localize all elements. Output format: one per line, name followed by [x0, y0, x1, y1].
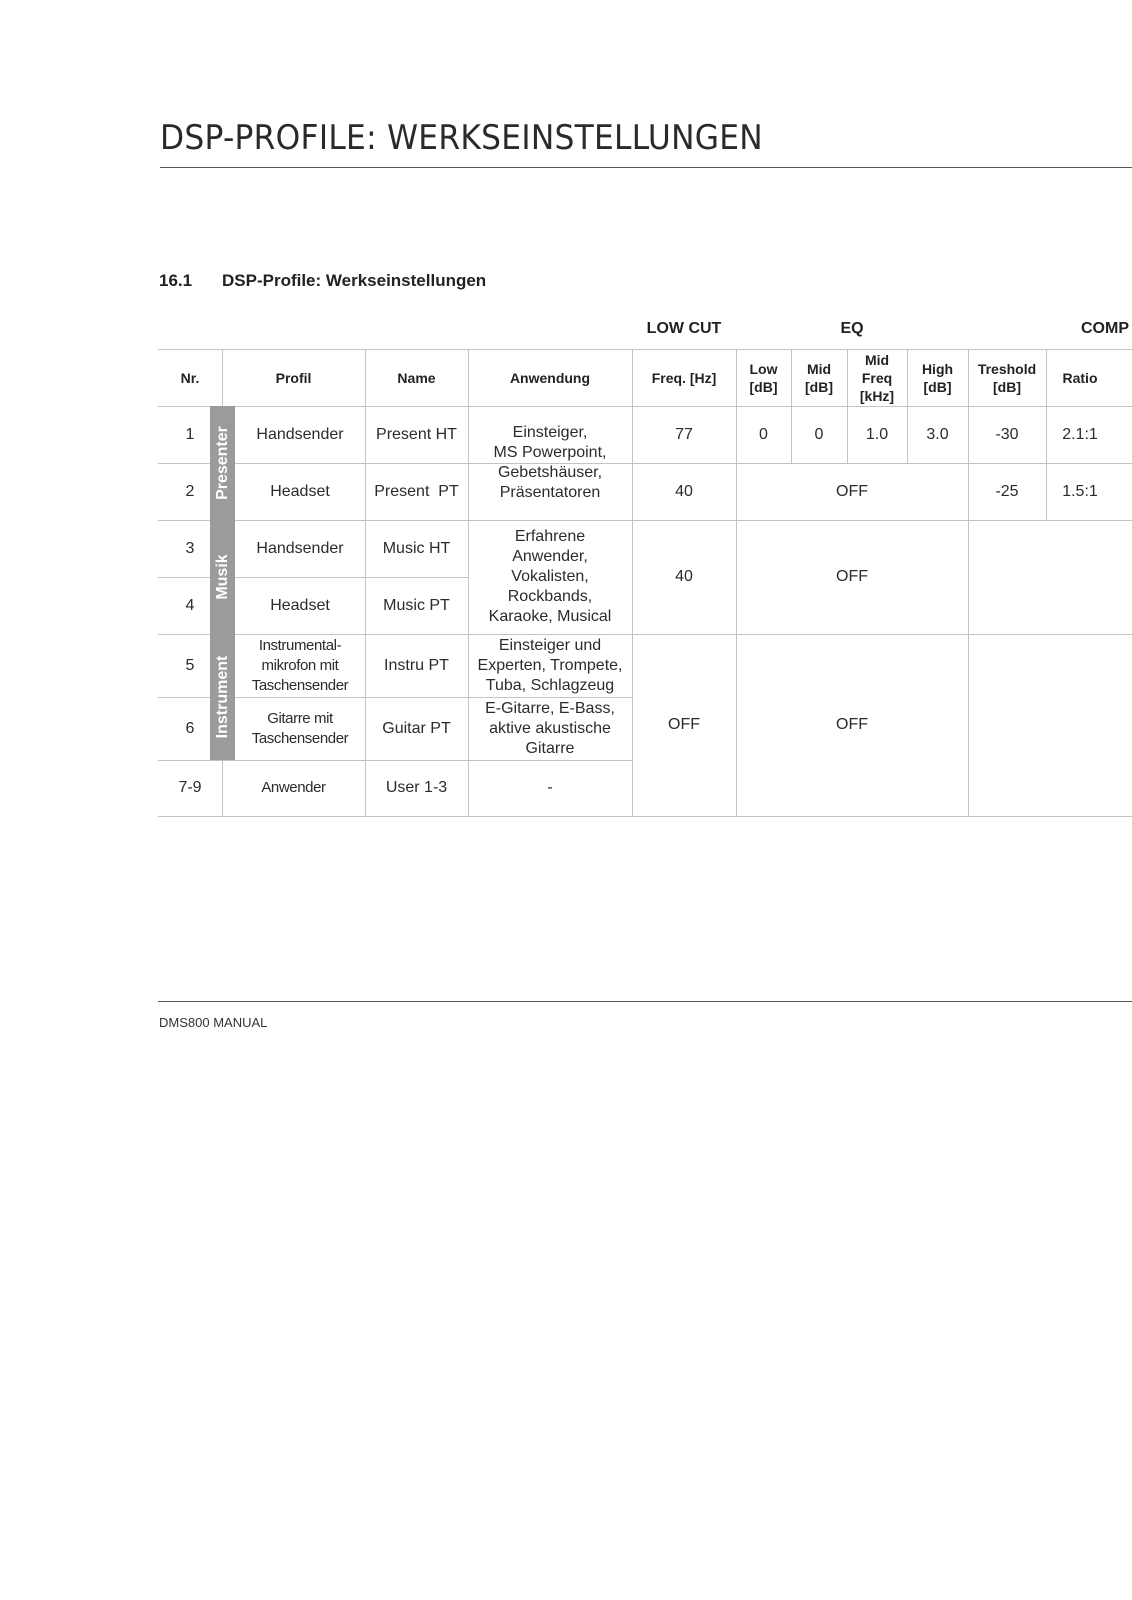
col-header-treshold-line1: Treshold	[977, 360, 1037, 377]
group-header-comp: COMP	[1081, 320, 1129, 337]
instrument-eq: OFF	[836, 716, 868, 733]
col-header-treshold-line2: [dB]	[993, 378, 1021, 395]
category-label-musik: Musik	[213, 554, 231, 600]
row-2-nr: 2	[185, 482, 195, 500]
row-1-ratio: 2.1:1	[1062, 425, 1098, 443]
col-header-high	[907, 349, 968, 406]
anwendung-presenter-line1: Einsteiger,	[512, 424, 588, 441]
row-2-name: Present PT	[374, 482, 459, 500]
row-5-profil	[235, 634, 365, 697]
row-5-profil-line1: Instrumental-	[258, 636, 342, 654]
anwendung-musik-line2: Anwender,	[512, 548, 588, 565]
col-header-anwendung: Anwendung	[509, 369, 591, 386]
footer-rule	[158, 1001, 1132, 1002]
row-1-profil: Handsender	[256, 425, 344, 443]
anwendung-instru	[468, 634, 632, 697]
row-1-nr: 1	[185, 425, 195, 443]
footer-manual-name: DMS800 MANUAL	[159, 1015, 268, 1030]
row-5-profil-line3: Taschensender	[251, 676, 349, 694]
row-1-treshold: -30	[995, 425, 1019, 443]
row-4-name: Music PT	[383, 596, 450, 614]
musik-eq: OFF	[836, 568, 868, 585]
group-header-eq: EQ	[840, 320, 864, 337]
row-6-profil-line2: Taschensender	[251, 729, 349, 747]
anwendung-instru-line1: Einsteiger und	[498, 636, 602, 654]
row-1-mid: 0	[814, 425, 824, 443]
row-5-profil-line2: mikrofon mit	[261, 656, 339, 674]
col-header-low	[736, 349, 791, 406]
row-3-nr: 3	[185, 539, 195, 557]
anwendung-guitar	[468, 697, 632, 760]
row-1-low: 0	[759, 425, 768, 443]
category-label-presenter: Presenter	[213, 426, 231, 500]
row-4-profil: Headset	[270, 596, 330, 614]
row-3-profil: Handsender	[256, 539, 344, 557]
col-header-low-line1: Low	[749, 360, 778, 377]
anwendung-guitar-line1: E-Gitarre, E-Bass,	[485, 699, 615, 717]
section-number: 16.1	[159, 271, 193, 290]
anwendung-musik-line3: Vokalisten,	[511, 568, 589, 585]
anwendung-instru-line2: Experten, Trompete,	[477, 656, 623, 674]
category-label-instrument: Instrument	[213, 655, 231, 739]
anwendung-presenter-line2: MS Powerpoint,	[493, 444, 607, 461]
row-5-nr: 5	[185, 656, 195, 674]
row-7-9-profil: Anwender	[261, 779, 326, 796]
row-2-eq: OFF	[836, 482, 868, 500]
anwendung-presenter-line3: Gebetshäuser,	[497, 464, 603, 481]
anwendung-presenter-line4: Präsentatoren	[499, 484, 601, 501]
col-header-mid	[791, 349, 847, 406]
page-title: DSP-PROFILE: WERKSEINSTELLUNGEN	[160, 118, 763, 158]
row-6-name: Guitar PT	[382, 719, 451, 737]
col-header-name: Name	[397, 369, 436, 386]
row-6-nr: 6	[185, 719, 195, 737]
section-title: DSP-Profile: Werkseinstellungen	[222, 271, 487, 290]
row-1-high: 3.0	[926, 425, 949, 443]
row-6-profil-line1: Gitarre mit	[267, 709, 333, 727]
anwendung-musik	[468, 520, 632, 634]
col-header-midfreq-line3: [kHz]	[859, 387, 895, 404]
col-header-high-line1: High	[921, 360, 954, 377]
col-header-ratio: Ratio	[1062, 369, 1098, 386]
musik-freq: 40	[675, 568, 693, 585]
row-1-name: Present HT	[376, 425, 457, 443]
row-3-name: Music HT	[382, 539, 451, 557]
col-header-mid-line1: Mid	[806, 360, 832, 377]
anwendung-guitar-line2: aktive akustische	[489, 719, 611, 737]
row-7-9-nr: 7-9	[178, 779, 202, 796]
anwendung-musik-line1: Erfahrene	[514, 528, 586, 545]
col-header-midfreq-line2: Freq	[861, 369, 893, 386]
col-header-nr: Nr.	[180, 369, 200, 386]
row-2-ratio: 1.5:1	[1062, 482, 1098, 500]
anwendung-instru-line3: Tuba, Schlagzeug	[485, 676, 615, 694]
anwendung-user: -	[547, 779, 553, 796]
table-bottom-rule	[158, 816, 1132, 817]
col-header-mid-freq	[847, 349, 907, 406]
anwendung-musik-line5: Karaoke, Musical	[488, 608, 612, 625]
anwendung-musik-line4: Rockbands,	[507, 588, 593, 605]
col-header-freq: Freq. [Hz]	[651, 369, 717, 386]
row-6-profil	[235, 697, 365, 760]
row-5-name: Instru PT	[384, 656, 449, 674]
col-header-low-line2: [dB]	[749, 378, 778, 395]
col-header-high-line2: [dB]	[923, 378, 952, 395]
col-header-mid-line2: [dB]	[805, 378, 833, 395]
row-7-9-name: User 1-3	[385, 779, 448, 796]
row-1-freq: 77	[675, 425, 693, 443]
row-4-nr: 4	[185, 596, 195, 614]
instrument-freq: OFF	[668, 716, 700, 733]
anwendung-presenter	[468, 406, 632, 520]
col-header-profil: Profil	[275, 369, 312, 386]
col-header-treshold	[968, 349, 1046, 406]
col-header-midfreq-line1: Mid	[864, 351, 890, 368]
anwendung-guitar-line3: Gitarre	[525, 739, 575, 757]
group-header-low-cut: LOW CUT	[646, 320, 722, 337]
row-1-mid-freq: 1.0	[865, 425, 889, 443]
row-2-treshold: -25	[995, 482, 1019, 500]
row-2-freq: 40	[675, 482, 693, 500]
row-2-profil: Headset	[270, 482, 330, 500]
